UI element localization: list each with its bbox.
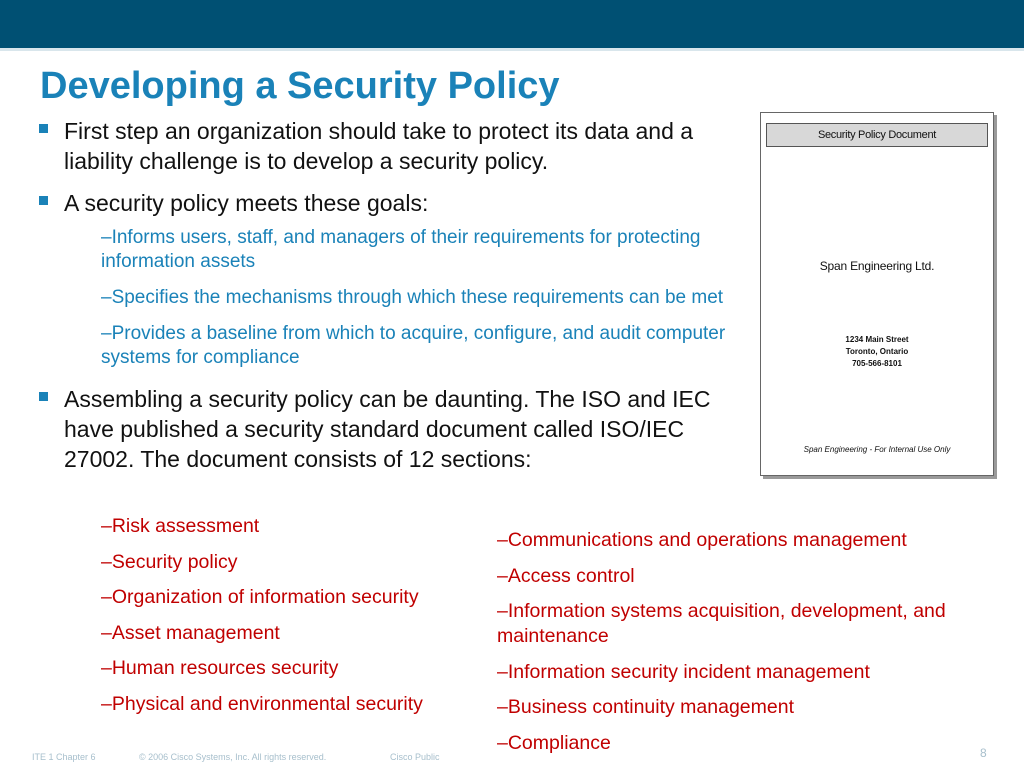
bullet-text: First step an organization should take to protect its data and a liability challenge is to develop a security policy. <box>64 118 694 174</box>
section-item: –Information security incident management <box>497 660 870 683</box>
section-item: –Organization of information security <box>101 586 419 608</box>
goal-item: –Informs users, staff, and managers of their requirements for protecting information assets <box>101 227 701 272</box>
section-item: –Communications and operations management <box>497 529 907 551</box>
square-bullet-icon <box>39 196 48 205</box>
section-item: –Business continuity management <box>497 696 795 718</box>
document-address <box>761 334 993 370</box>
section-item: –Asset management <box>101 621 280 644</box>
square-bullet-icon <box>39 392 48 401</box>
sections-list-left <box>101 514 491 727</box>
section-item: –Information systems acquisition, development, and maintenance <box>497 600 946 647</box>
section-item: –Human resources security <box>101 657 339 679</box>
section-item: –Risk assessment <box>101 515 260 537</box>
document-footer: Span Engineering - For Internal Use Only <box>803 445 951 454</box>
sections-list-right <box>497 528 997 766</box>
address-line: 705-566-8101 <box>852 359 902 368</box>
slide-title: Developing a Security Policy <box>40 65 560 107</box>
footer-classification: Cisco Public <box>390 752 440 762</box>
bullet-item <box>36 116 756 176</box>
security-policy-document-image <box>760 112 994 476</box>
slide-footer <box>0 752 1024 766</box>
section-item: –Security policy <box>101 550 238 573</box>
bullet-item <box>36 384 756 474</box>
section-item: –Access control <box>497 564 635 587</box>
section-item: –Physical and environmental security <box>101 692 423 715</box>
address-line: 1234 Main Street <box>845 335 909 344</box>
page-number: 8 <box>980 746 987 760</box>
bullet-item <box>36 188 756 218</box>
document-company-name: Span Engineering Ltd. <box>819 259 935 273</box>
address-line: Toronto, Ontario <box>845 347 909 356</box>
footer-chapter: ITE 1 Chapter 6 <box>32 752 96 762</box>
section-item: –Compliance <box>497 731 611 754</box>
header-bar <box>0 0 1024 51</box>
goals-list <box>101 226 761 370</box>
square-bullet-icon <box>39 124 48 133</box>
slide-content <box>36 116 756 486</box>
goal-item: –Specifies the mechanisms through which these requirements can be met <box>101 287 724 308</box>
bullet-text: A security policy meets these goals: <box>64 190 429 216</box>
document-header: Security Policy Document <box>766 123 988 147</box>
goal-item: –Provides a baseline from which to acquire, configure, and audit computer systems for compliance <box>101 323 726 368</box>
bullet-text: Assembling a security policy can be daunting. The ISO and IEC have published a security standard document called ISO/IEC 27002. The document consists of 12 sections: <box>64 386 711 472</box>
footer-copyright: © 2006 Cisco Systems, Inc. All rights reserved. <box>139 752 327 762</box>
